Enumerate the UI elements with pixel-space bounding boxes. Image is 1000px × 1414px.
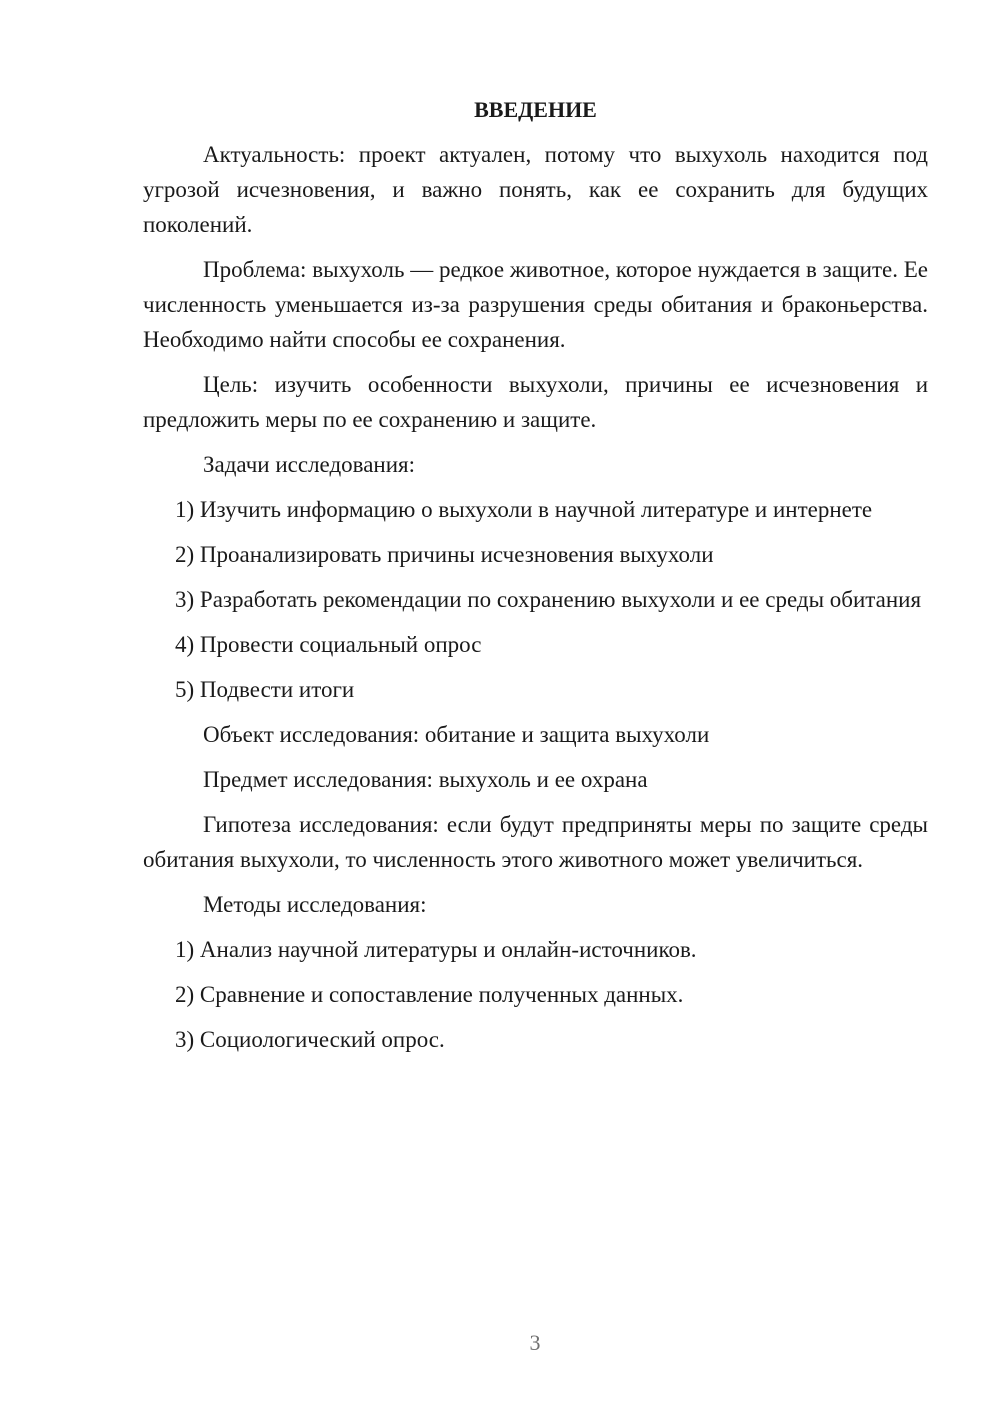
paragraph-tasks-heading: Задачи исследования: bbox=[203, 452, 416, 477]
page-content bbox=[143, 92, 928, 1067]
task-item-5: 5) Подвести итоги bbox=[175, 677, 355, 702]
page-number: 3 bbox=[529, 1330, 541, 1355]
method-item-2: 2) Сравнение и сопоставление полученных данных. bbox=[175, 982, 684, 1007]
paragraph-problem: Проблема: выхухоль — редкое животное, которое нуждается в защите. Ее численность уменьшается из-за разрушения среды обитания и браконьерства. Необходимо найти способы ее сохранения. bbox=[143, 257, 928, 352]
task-item-4: 4) Провести социальный опрос bbox=[175, 632, 482, 657]
paragraph-hypothesis: Гипотеза исследования: если будут предприняты меры по защите среды обитания выхухоли, то численность этого животного может увеличиться. bbox=[143, 812, 928, 872]
method-item-1: 1) Анализ научной литературы и онлайн-источников. bbox=[175, 937, 697, 962]
paragraph-goal: Цель: изучить особенности выхухоли, причины ее исчезновения и предложить меры по ее сохранению и защите. bbox=[143, 372, 928, 432]
paragraph-object: Объект исследования: обитание и защита выхухоли bbox=[203, 722, 710, 747]
task-item-2: 2) Проанализировать причины исчезновения выхухоли bbox=[175, 542, 714, 567]
paragraph-subject: Предмет исследования: выхухоль и ее охрана bbox=[203, 767, 648, 792]
task-item-1: 1) Изучить информацию о выхухоли в научной литературе и интернете bbox=[175, 497, 873, 522]
paragraph-relevance: Актуальность: проект актуален, потому что выхухоль находится под угрозой исчезновения, и важно понять, как ее сохранить для будущих поколений. bbox=[143, 142, 928, 237]
page-title: ВВЕДЕНИЕ bbox=[474, 97, 597, 122]
paragraph-methods-heading: Методы исследования: bbox=[203, 892, 427, 917]
method-item-3: 3) Социологический опрос. bbox=[175, 1027, 445, 1052]
task-item-3: 3) Разработать рекомендации по сохранению выхухоли и ее среды обитания bbox=[175, 587, 922, 612]
